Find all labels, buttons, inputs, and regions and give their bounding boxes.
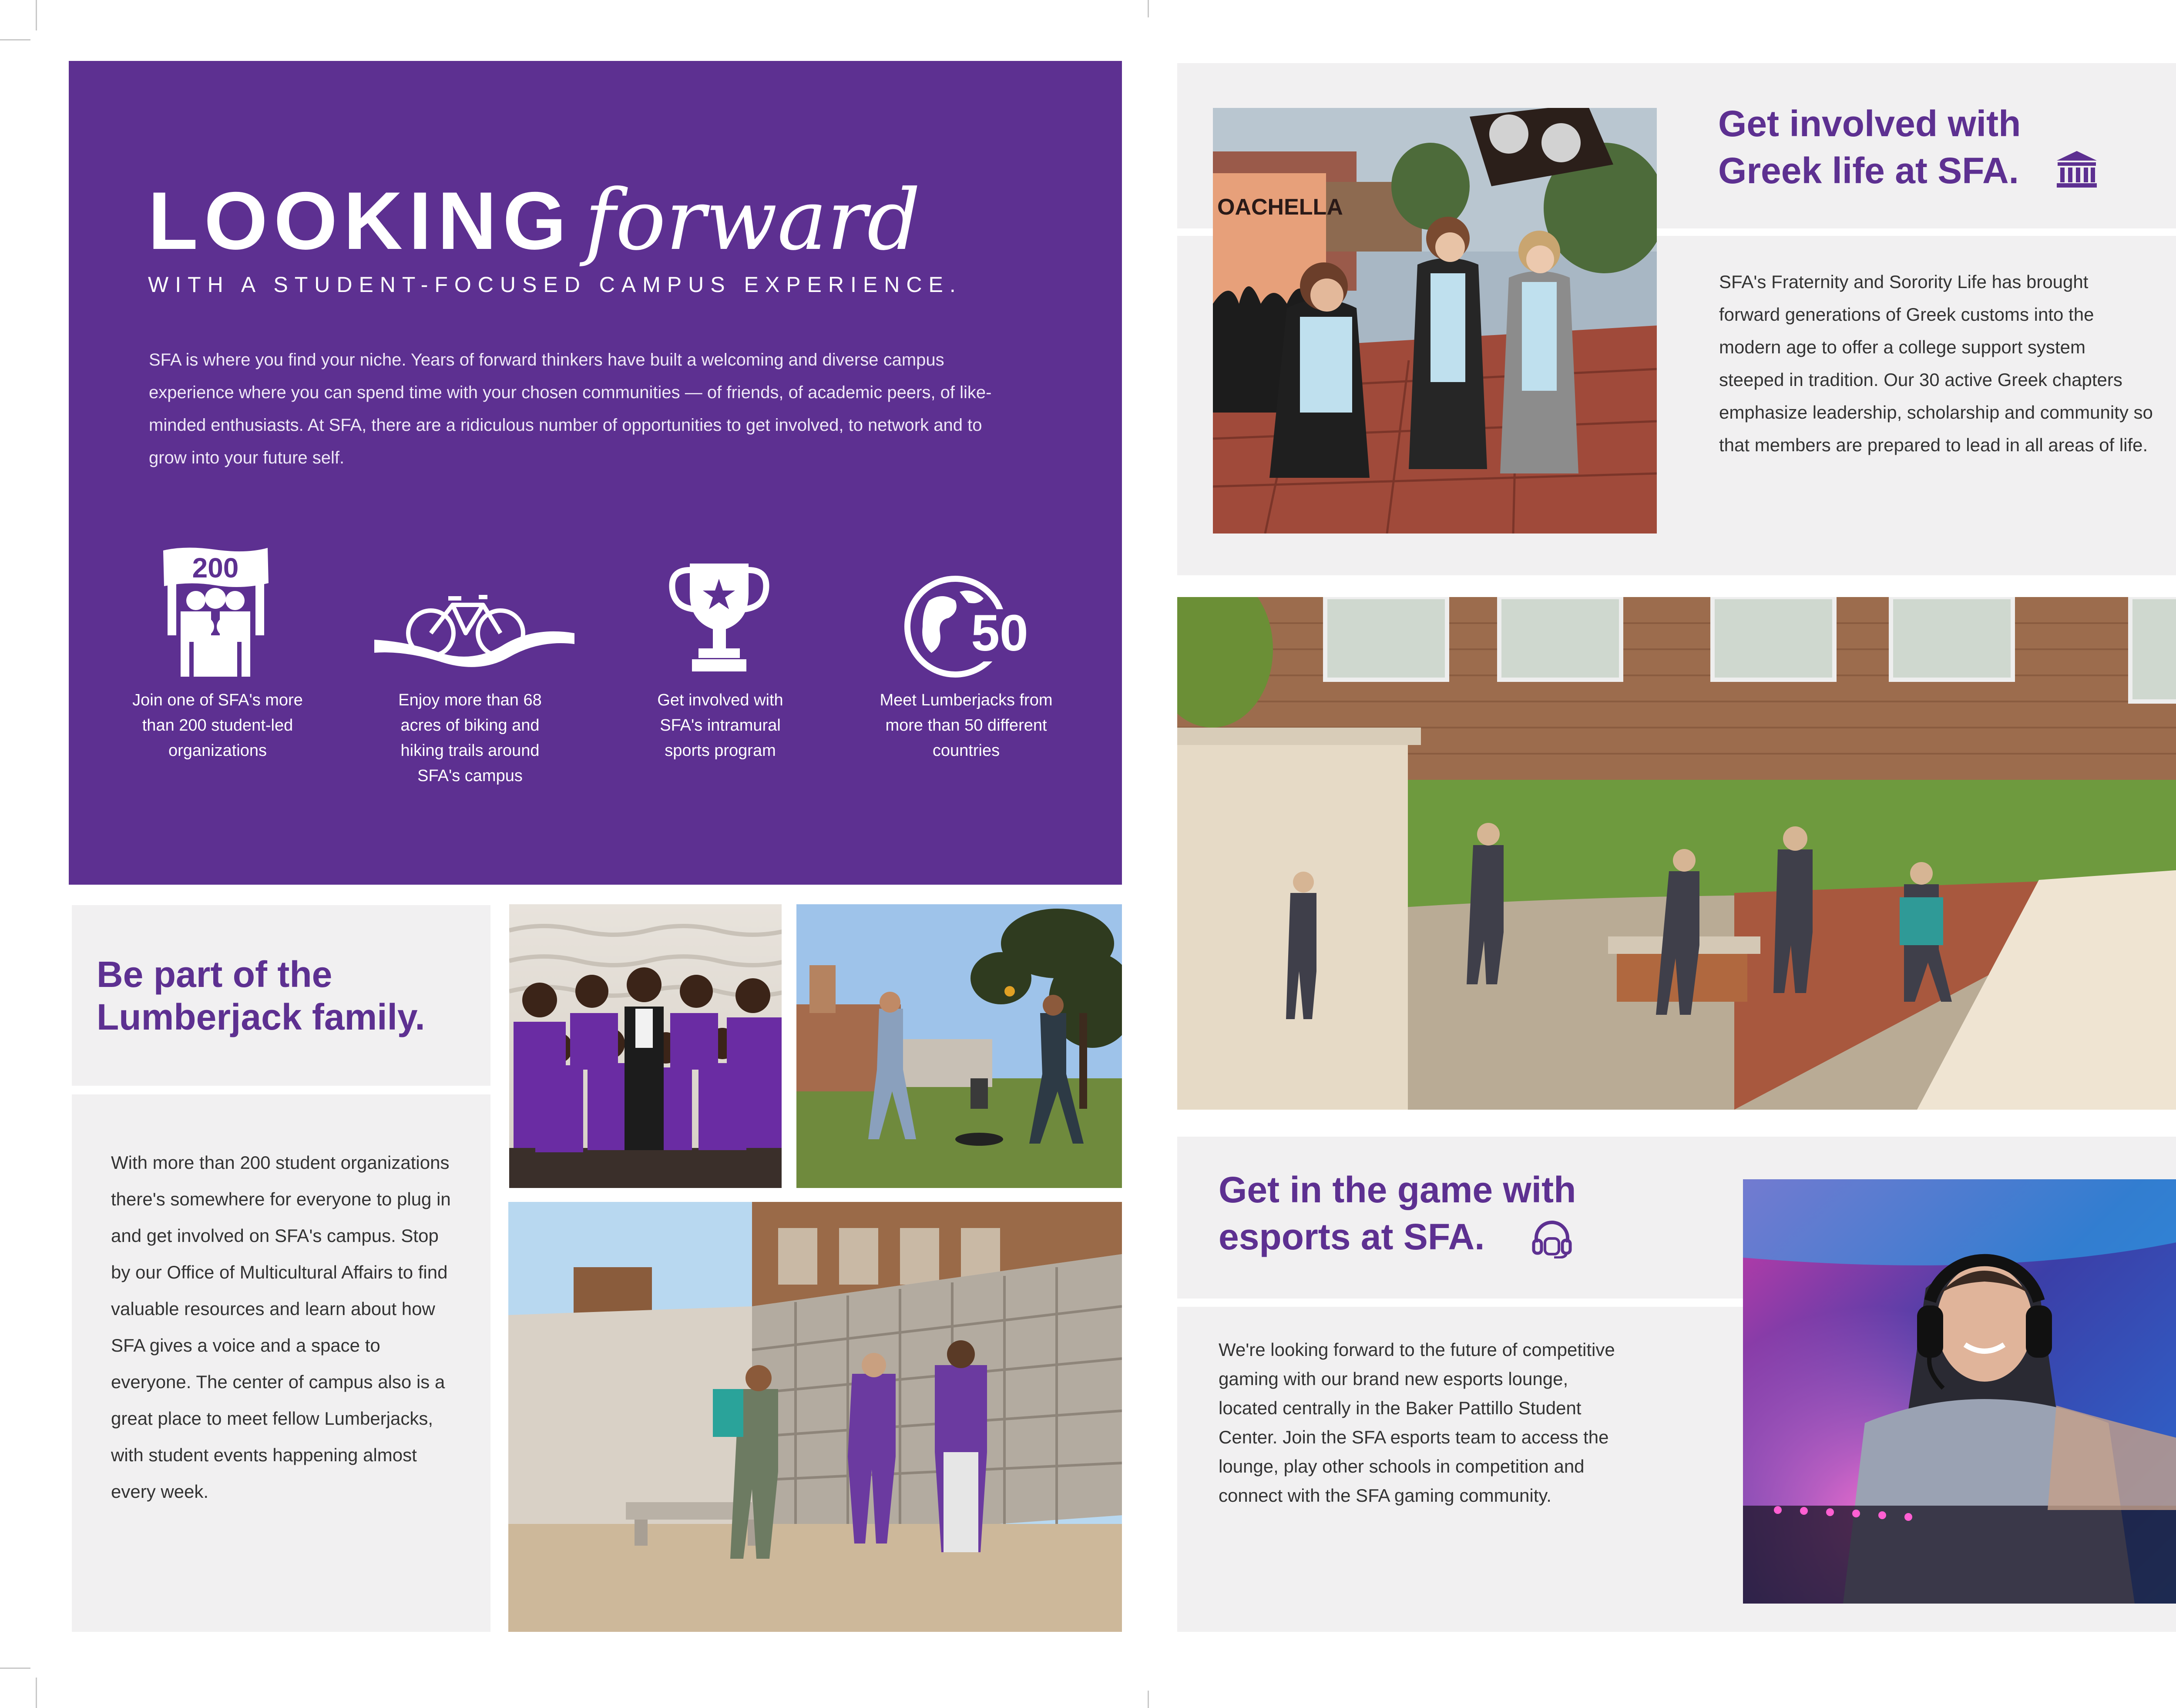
lumberjack-body: With more than 200 student organizations there's somewhere for everyone to plug in and get involved on SFA's campus. Stop by our Office of Multicultural Affairs to find valuable resources and learn about how SFA gives a voice and a space to everyone. The center of campus also is a great place to meet fellow Lumberjacks, with student events happening almost every week.: [111, 1152, 451, 1502]
campus-wall-photo: [508, 1202, 1122, 1632]
hero-title: [148, 172, 920, 269]
spikeball-photo: [796, 904, 1122, 1188]
crop-mark: [1148, 0, 1149, 17]
trophy-icon: [668, 559, 770, 677]
greek-body: SFA's Fraternity and Sorority Life has brought forward generations of Greek customs into the modern age to offer a college support system steeped in tradition. Our 30 active Greek chapters emphasize leadership, scholarship and community so that members are prepared to lead in all areas of life.: [1719, 272, 2153, 455]
organizations-200-icon: [154, 542, 276, 681]
stat-countries: Meet Lumberjacks from more than 50 different countries: [880, 691, 1053, 760]
hero-title-script: forward: [584, 172, 921, 269]
hero-title-caps: LOOKING: [148, 175, 573, 266]
crop-mark: [0, 1668, 30, 1669]
stat-organizations: Join one of SFA's more than 200 student-led organizations: [132, 691, 303, 760]
crop-mark: [36, 0, 37, 30]
greek-photo-sign: OACHELLA: [1217, 195, 1343, 220]
crop-mark: [1148, 1691, 1149, 1708]
crop-mark: [0, 39, 30, 40]
greek-columns-icon: [2056, 149, 2098, 188]
esports-gamer-photo: [1743, 1179, 2176, 1604]
esports-heading: Get in the game with esports at SFA.: [1219, 1169, 1576, 1257]
hero-subtitle: WITH A STUDENT-FOCUSED CAMPUS EXPERIENCE.: [148, 272, 962, 297]
greek-heading: Get involved with Greek life at SFA.: [1718, 103, 2021, 191]
globe-badge: 50: [971, 604, 1028, 662]
student-group-photo: [509, 904, 782, 1188]
lumberjack-heading: Be part of the Lumberjack family.: [97, 954, 425, 1037]
hero-body: SFA is where you find your niche. Years of forward thinkers have built a welcoming and diverse campus experience where you can spend time with your chosen communities — of friends, of academic peers, of like-minded enthusiasts. At SFA, there are a ridiculous number of opportunities to get involved, to network and to grow into your future self.: [149, 350, 992, 467]
esports-body: We're looking forward to the future of competitive gaming with our brand new esports lounge, located centrally in the Baker Pattillo Student Center. Join the SFA esports team to access the lounge, play other schools in competition and connect with the SFA gaming community.: [1219, 1339, 1615, 1506]
globe-50-icon: [903, 574, 1034, 679]
organizations-badge: 200: [192, 552, 239, 584]
crop-mark: [36, 1678, 37, 1708]
bike-trail-icon: [374, 592, 574, 668]
courtyard-photo: [1177, 597, 2176, 1110]
headset-icon: [1532, 1218, 1572, 1258]
stat-trails: Enjoy more than 68 acres of biking and hiking trails around SFA's campus: [398, 691, 542, 785]
stat-intramural: Get involved with SFA's intramural sports program: [657, 691, 783, 760]
greek-life-photo: [1213, 108, 1657, 534]
